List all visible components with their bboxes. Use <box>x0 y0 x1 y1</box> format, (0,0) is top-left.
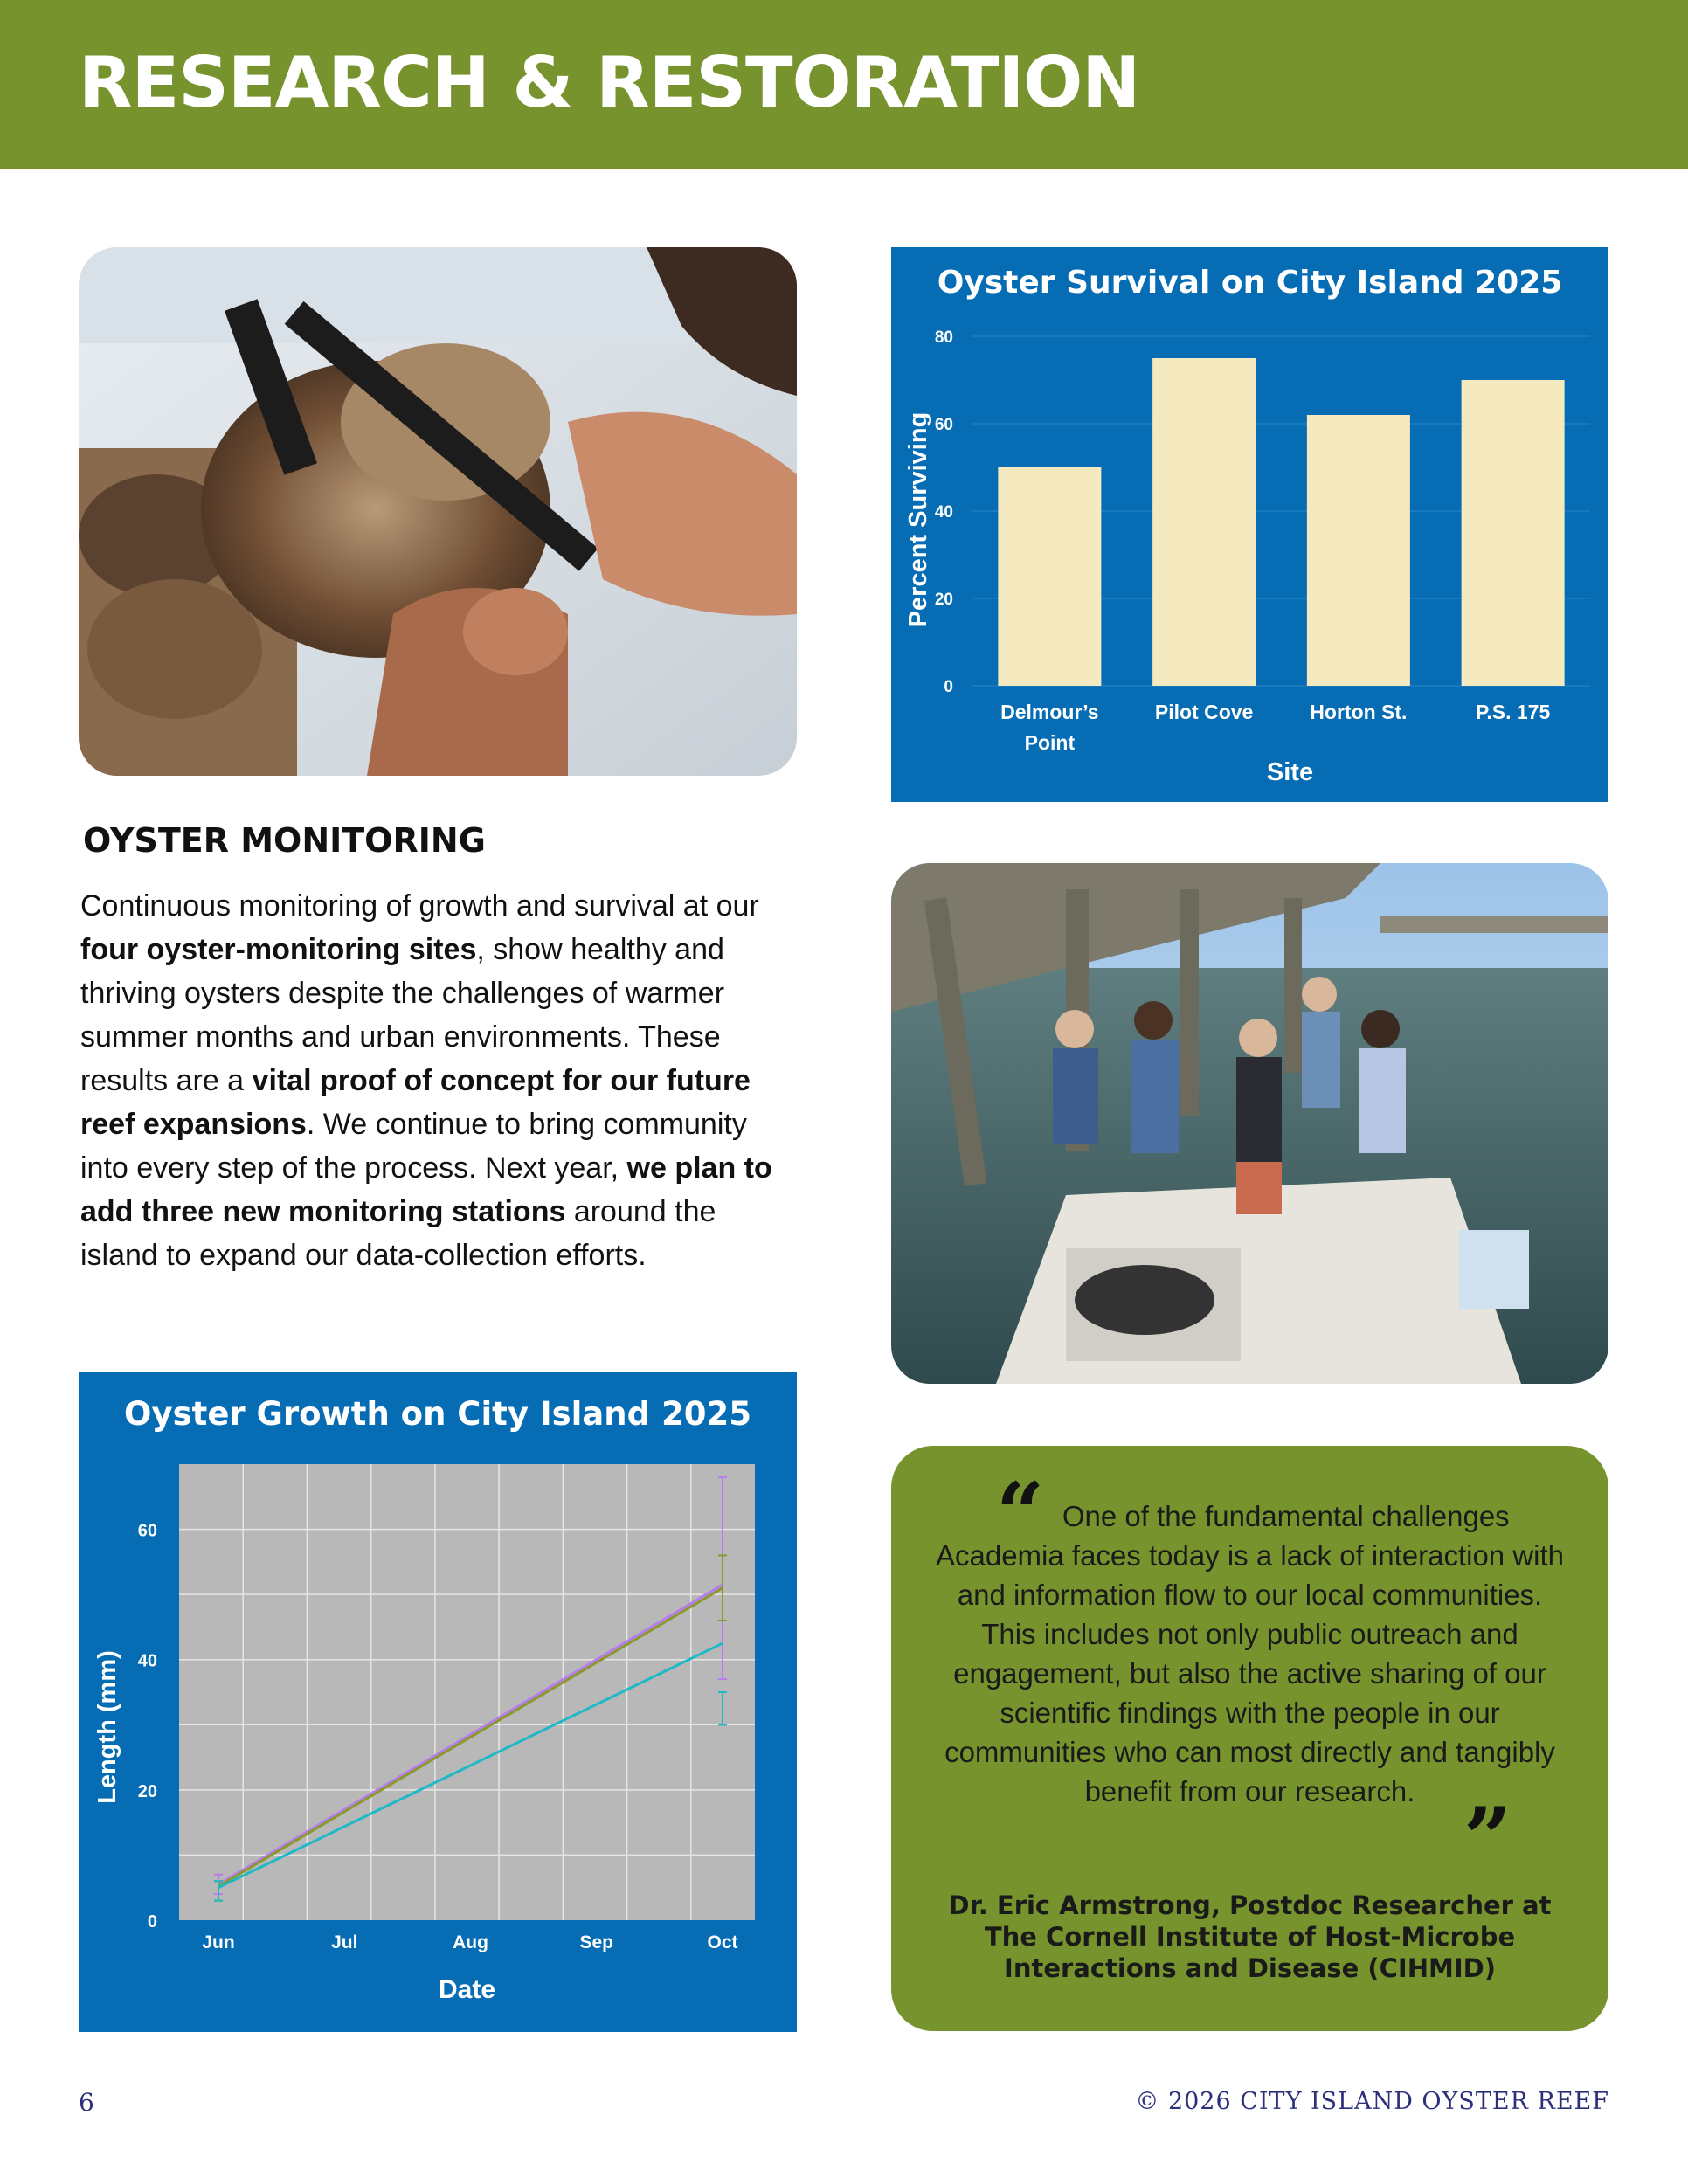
text-run: Continuous monitoring of growth and survival at our <box>80 889 759 923</box>
quote-text-content: One of the fundamental challenges Academia faces today is a lack of interaction with and information flow to our local communities. This includes not only public outreach and engagement, but also the active sharing of our scientific findings with the people in our communities who can most directly and tangibly benefit from our research. <box>935 1500 1565 1807</box>
close-quote-icon: ” <box>1463 1789 1512 1888</box>
x-tick-label: Pilot Cove <box>1154 701 1254 723</box>
quote-text <box>935 1496 1565 1811</box>
section-heading: OYSTER MONITORING <box>83 821 486 860</box>
y-tick-label: 40 <box>137 1651 157 1671</box>
x-axis-label: Site <box>1266 758 1314 786</box>
growth-chart-plot <box>79 1372 797 2032</box>
y-tick-label: 0 <box>147 1912 157 1932</box>
page-title: RESEARCH & RESTORATION <box>79 42 1140 123</box>
y-axis-label: Length (mm) <box>93 1650 121 1804</box>
text-run: . We continue to bring community into every step of the process. Next year, <box>80 1108 747 1185</box>
monitoring-paragraph <box>80 884 797 1277</box>
y-axis-label: Percent Surviving <box>904 411 932 628</box>
open-quote-icon: “ <box>996 1464 1045 1563</box>
header-band <box>0 0 1688 169</box>
x-tick-label: Oct <box>707 1932 738 1952</box>
footer-copyright: © 2026 CITY ISLAND OYSTER REEF <box>1135 2088 1609 2115</box>
y-tick-label: 60 <box>934 416 953 434</box>
bar <box>1152 358 1256 686</box>
text-run: around the island to expand our data-collection efforts. <box>80 1195 716 1272</box>
bar <box>998 467 1101 686</box>
x-tick-label: Horton St. <box>1310 701 1408 723</box>
y-tick-label: 80 <box>934 328 953 347</box>
growth-chart-title: Oyster Growth on City Island 2025 <box>124 1395 751 1433</box>
y-tick-label: 60 <box>137 1521 157 1541</box>
quote-box <box>891 1446 1608 2031</box>
y-tick-label: 0 <box>944 678 953 696</box>
y-tick-label: 40 <box>934 503 953 522</box>
y-tick-label: 20 <box>934 591 953 609</box>
quote-attribution: Dr. Eric Armstrong, Postdoc Researcher at The Cornell Institute of Host-Microbe Interactions and Disease (CIHMID) <box>948 1890 1552 1983</box>
x-tick-label: Delmour’s Point <box>1000 701 1099 754</box>
x-tick-label: Jun <box>202 1932 235 1952</box>
bold-text-run: vital proof of concept for our future reef expansions <box>80 1064 751 1141</box>
x-tick-label: P.S. 175 <box>1475 701 1551 723</box>
plot-area <box>179 1464 755 1920</box>
x-tick-label: Aug <box>453 1932 488 1952</box>
bar <box>1307 415 1410 686</box>
growth-chart <box>79 1372 797 2032</box>
survival-chart-plot <box>891 247 1608 802</box>
bar <box>1462 380 1565 686</box>
page-number: 6 <box>79 2088 94 2117</box>
bold-text-run: we plan to add three new monitoring stations <box>80 1151 772 1228</box>
y-tick-label: 20 <box>137 1781 157 1801</box>
survival-chart-title: Oyster Survival on City Island 2025 <box>937 265 1563 301</box>
photo-oyster-caliper <box>79 247 797 776</box>
survival-chart <box>891 247 1608 802</box>
x-axis-label: Date <box>438 1975 496 2004</box>
x-tick-label: Jul <box>331 1932 358 1952</box>
x-tick-label: Sep <box>579 1932 614 1952</box>
bold-text-run: four oyster-monitoring sites <box>80 933 477 966</box>
text-run: , show healthy and thriving oysters despite the challenges of warmer summer months and urban environments. These results are a <box>80 933 725 1097</box>
photo-team-boat <box>891 863 1608 1384</box>
